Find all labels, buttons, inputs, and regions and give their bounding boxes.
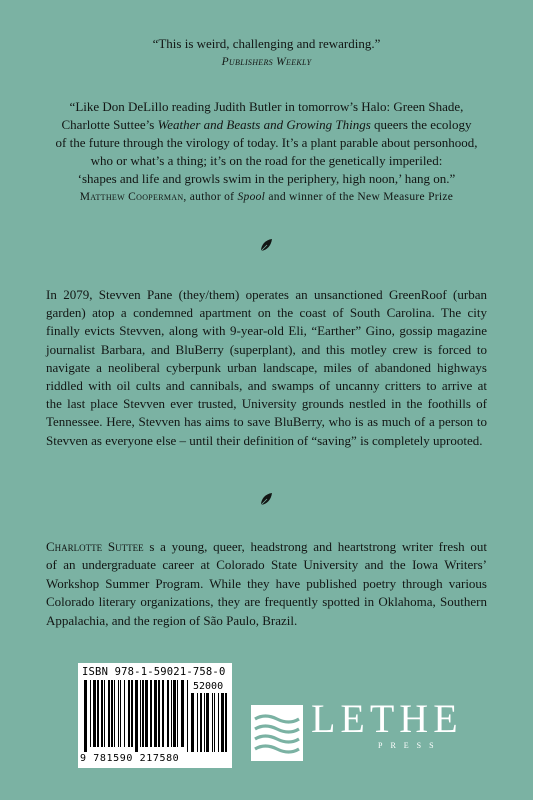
barcode-bars [84,680,190,752]
blurb-quote: “This is weird, challenging and rewarding.” [152,36,381,51]
blurb-attribution [0,188,533,206]
barcode-bar [128,680,130,747]
barcode-bar [84,680,87,752]
barcode-bar [197,693,198,752]
barcode-bar [171,680,172,747]
blurb-line [0,116,533,134]
barcode-bar [120,680,121,747]
barcode-bar [131,680,133,747]
barcode-bar [142,680,144,747]
bio-line: Colorado literary organizations, they are frequently spotted in Oklahoma, Southern [46,594,487,610]
barcode-bar [158,680,160,747]
barcode-bar [140,680,141,747]
barcode-bar [97,680,99,747]
book-title: Weather and Beasts and Growing Things [157,117,371,132]
blurb-cooperman [0,98,533,206]
barcode-bar [191,693,194,752]
blurb-source: Publishers Weekly [221,56,312,68]
barcode-bar [101,680,103,747]
bio-line: Workshop Summer Program. While they have published poetry through various [46,575,487,591]
barcode-bar [93,680,96,747]
blurb-text: Charlotte Suttee’s [61,117,158,132]
bio-line: of an undergraduate career at Colorado State University and the Iowa Writers’ [46,557,487,573]
synopsis-line: garden) atop a condemned apartment on the coast of South Carolina. The city [46,305,487,321]
price-code: 52000 [193,681,224,692]
synopsis-line: navigate a neoliberal cyberpunk urban landscape, miles of abandoned highways [46,359,487,375]
leaf-ornament-icon [258,491,274,507]
barcode-bar [118,680,119,747]
barcode-bar [200,693,202,752]
blurb-line: of the future through the virology of today. It’s a plant parable about personhood, [55,135,478,150]
publisher-name: LETHE [311,696,463,741]
publisher-sub: PRESS [378,741,442,750]
blurb-publishers-weekly [0,35,533,71]
barcode-bar [187,680,188,752]
attribution-text: , author of [183,191,238,203]
barcode-bar [104,680,105,747]
author-bio [46,538,487,630]
barcode-bar [154,680,157,747]
blurb-line: “Like Don DeLillo reading Judith Butler in tomorrow’s Halo: Green Shade, [69,99,464,114]
barcode-bar [173,680,176,747]
attribution-text: and winner of the New Measure Prize [265,191,454,203]
synopsis-line: riddled with oil cults and cannibals, and swamps of uncanny critters to arrive at [46,378,487,394]
barcode-bar [221,693,224,752]
barcode-bar [111,680,113,747]
attribution-name: Matthew Cooperman [79,191,184,203]
author-name: Charlotte Suttee [46,539,144,554]
book-synopsis [46,286,487,450]
leaf-ornament-icon [258,237,274,253]
synopsis-line: journalist Barbara, and BluBerry (superplant), and this motley crew is forced to [46,341,487,357]
bio-text: s a young, queer, headstrong and heartstrong writer fresh out [143,539,488,554]
barcode-bar [150,680,152,747]
synopsis-line: Stevven as everyone else – until their definition of “saving” is completely uprooted. [46,432,483,448]
isbn-barcode [78,663,232,768]
barcode-bar [108,680,110,747]
bio-line: Appalachia, and the region of São Paulo, Brazil. [46,612,298,628]
blurb-line: who or what’s a thing; it’s on the road for the genetically imperiled: [90,153,443,168]
blurb-text: queers the ecology [370,117,472,132]
blurb-line: ‘shapes and life and growls swim in the periphery, high noon,’ hang on.” [77,171,456,186]
barcode-bar [204,693,205,752]
synopsis-line: finally evicts Stevven, along with 9-year-old Eli, “Earther” Gino, gossip magazine [46,323,487,339]
barcode-bar [177,680,178,747]
barcode-bar [212,693,213,752]
barcode-bar [225,693,227,752]
attribution-book: Spool [237,191,266,203]
barcode-bar [206,693,209,752]
barcode-bar [181,680,184,747]
barcode-bar [114,680,115,747]
ean-digits: 9 781590 217580 [80,753,180,764]
price-barcode-bars [191,693,229,752]
barcode-bar [145,680,148,747]
lethe-press-logo-icon [251,705,303,761]
bio-line [46,538,487,556]
barcode-bar [162,680,164,747]
barcode-bar [167,680,169,747]
synopsis-line: In 2079, Stevven Pane (they/them) operates an unsanctioned GreenRoof (urban [46,287,487,302]
synopsis-line: the last place Stevven ever trusted, University grounds nestled in the foothills of [46,396,487,412]
barcode-bar [218,693,219,752]
synopsis-line: Tennessee. Here, Stevven has aims to save BluBerry, who is as much of a person to [46,414,487,430]
barcode-bar [90,680,91,747]
barcode-bar [124,680,125,747]
isbn-number: ISBN 978-1-59021-758-0 [82,666,226,678]
barcode-bar [135,680,138,752]
barcode-bar [214,693,215,752]
